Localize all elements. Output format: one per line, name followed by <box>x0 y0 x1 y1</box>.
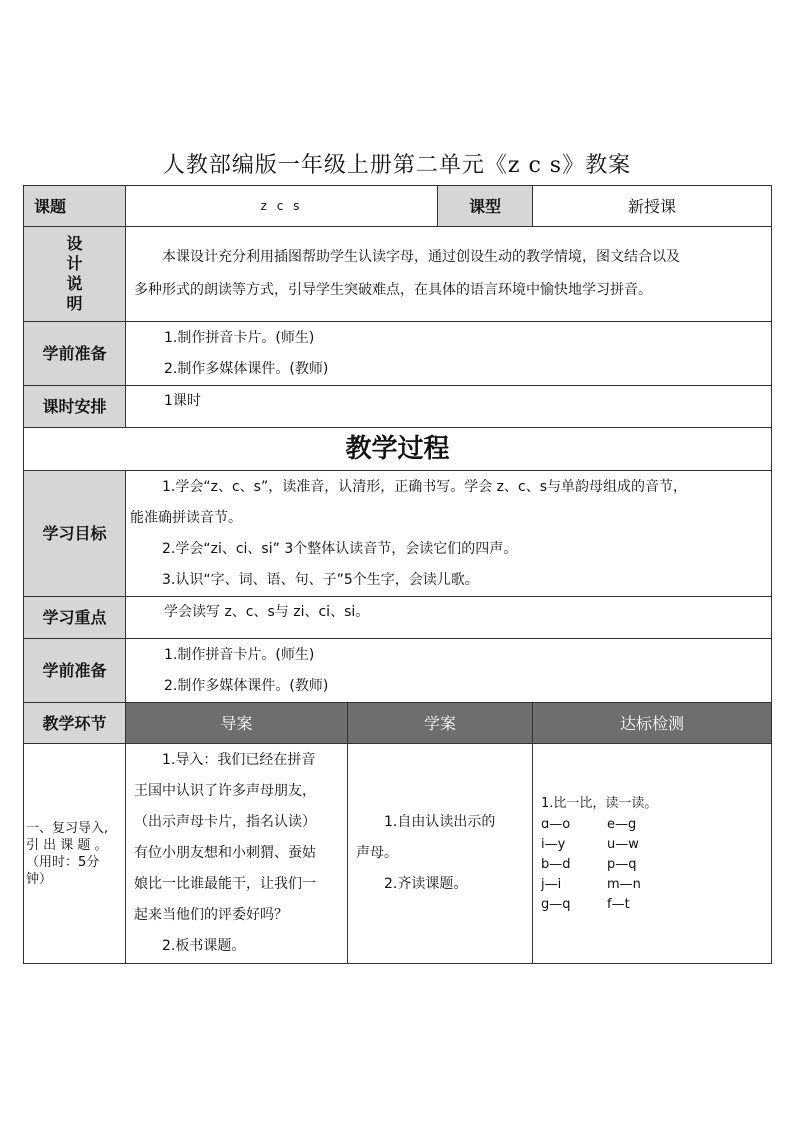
focus-label: 学习重点 <box>24 597 126 639</box>
schedule-row <box>24 386 772 428</box>
check-title: 1.比一比，读一读。 <box>541 795 658 811</box>
pair: e—g <box>607 816 637 832</box>
pair: p—q <box>607 856 637 872</box>
design-row <box>24 227 772 322</box>
study-cell: 1.自由认读出示的 声母。 2.齐读课题。 <box>348 744 533 964</box>
pair: j—i <box>541 876 562 892</box>
prep-row-2 <box>24 639 772 703</box>
topic-value: z c s <box>126 186 438 227</box>
prep-row-1 <box>24 322 772 386</box>
focus-row <box>24 597 772 639</box>
check-header: 达标检测 <box>533 703 772 744</box>
pair: i—y <box>541 836 566 852</box>
prep-items-1: 1.制作拼音卡片。(师生) 2.制作多媒体课件。(教师) <box>126 322 772 386</box>
guide-cell: 1.导入：我们已经在拼音 王国中认识了许多声母朋友， （出示声母卡片，指名认读） 有位小朋友想和小刺猬、蚕姑 娘比一比谁最能干，让我们一 起来当他们的评委好吗？ 2.板书课题。 <box>126 744 348 964</box>
schedule-value: 1课时 <box>126 386 772 428</box>
pair: g—q <box>541 896 571 912</box>
guide-header: 导案 <box>126 703 348 744</box>
pair: u—w <box>607 836 639 852</box>
prep-items-2: 1.制作拼音卡片。(师生) 2.制作多媒体课件。(教师) <box>126 639 772 703</box>
study-header: 学案 <box>348 703 533 744</box>
goals-text: 1.学会“z、c、s”，读准音，认清形，正确书写。学会 z、c、s与单韵母组成的音节， 能准确拼读音节。 2.学会“zi、ci、si” 3个整体认读音节，会读它们的四声。 3.认识“字、词、语、句、子”5个生字，会读儿歌。 <box>126 471 772 597</box>
lesson-plan-table <box>23 185 772 964</box>
design-label: 设 计 说 明 <box>24 227 126 322</box>
check-cell <box>533 744 772 964</box>
prep-label-1: 学前准备 <box>24 322 126 386</box>
focus-value: 学会读写 z、c、s与 zi、ci、si。 <box>126 597 772 639</box>
design-text: 本课设计充分利用插图帮助学生认读字母，通过创设生动的教学情境，图文结合以及 多种形式的朗读等方式，引导学生突破难点，在具体的语言环境中愉快地学习拼音。 <box>126 227 772 322</box>
goals-row <box>24 471 772 597</box>
type-label: 课型 <box>438 186 533 227</box>
pair: m—n <box>607 876 641 892</box>
process-row-1 <box>24 744 772 964</box>
check-pairs <box>541 815 763 915</box>
stage-header: 教学环节 <box>24 703 126 744</box>
process-header-row <box>24 703 772 744</box>
page-title: 人教部编版一年级上册第二单元《z c s》教案 <box>162 153 632 178</box>
pair: ɑ—o <box>541 816 571 832</box>
topic-row <box>24 186 772 227</box>
schedule-label: 课时安排 <box>24 386 126 428</box>
prep-label-2: 学前准备 <box>24 639 126 703</box>
type-value: 新授课 <box>533 186 772 227</box>
topic-label: 课题 <box>24 186 126 227</box>
section-title: 教学过程 <box>24 428 772 471</box>
pair: f—t <box>607 896 630 912</box>
goals-label: 学习目标 <box>24 471 126 597</box>
stage-cell: 一、复习导入, 引 出 课 题 。 （用时：5分 钟） <box>24 744 126 964</box>
pair: b—d <box>541 856 571 872</box>
